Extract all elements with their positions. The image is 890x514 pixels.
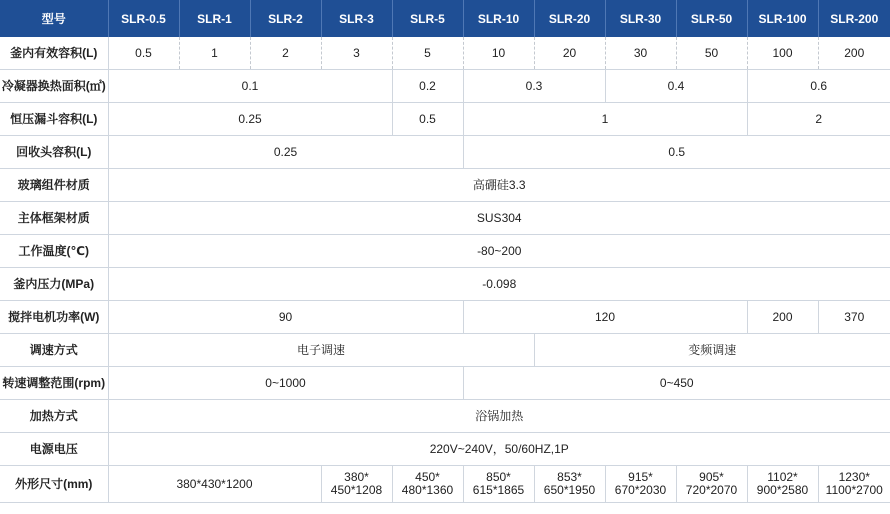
- size-cell: [321, 466, 392, 503]
- row-recovery: [0, 136, 890, 169]
- funnel-cell: 0.25: [108, 103, 392, 136]
- row-label: 工作温度(℃): [0, 235, 108, 268]
- size-line: 670*2030: [614, 483, 667, 497]
- temp-cell: -80~200: [108, 235, 890, 268]
- size-cell: [534, 466, 605, 503]
- volume-cell: 0.5: [108, 37, 179, 70]
- funnel-cell: 0.5: [392, 103, 463, 136]
- row-temp: [0, 235, 890, 268]
- volume-cell: 50: [676, 37, 747, 70]
- row-motor: [0, 301, 890, 334]
- motor-cell: 200: [747, 301, 818, 334]
- row-label: 搅拌电机功率(W): [0, 301, 108, 334]
- size-line: 650*1950: [543, 483, 596, 497]
- condenser-cell: 0.2: [392, 70, 463, 103]
- row-label: 恒压漏斗容积(L): [0, 103, 108, 136]
- pressure-cell: -0.098: [108, 268, 890, 301]
- row-label: 外形尺寸(mm): [0, 466, 108, 503]
- model-header: SLR-30: [605, 0, 676, 37]
- condenser-cell: 0.1: [108, 70, 392, 103]
- model-header: SLR-0.5: [108, 0, 179, 37]
- row-label: 回收头容积(L): [0, 136, 108, 169]
- row-label: 釜内压力(MPa): [0, 268, 108, 301]
- recovery-cell: 0.25: [108, 136, 463, 169]
- speed-mode-cell: 变频调速: [534, 334, 890, 367]
- row-heating: [0, 400, 890, 433]
- heating-cell: 浴锅加热: [108, 400, 890, 433]
- model-header: SLR-2: [250, 0, 321, 37]
- row-label: 主体框架材质: [0, 202, 108, 235]
- model-header: SLR-200: [818, 0, 890, 37]
- volume-cell: 30: [605, 37, 676, 70]
- funnel-cell: 1: [463, 103, 747, 136]
- row-volume: [0, 37, 890, 70]
- size-line: 900*2580: [756, 483, 809, 497]
- row-label: 加热方式: [0, 400, 108, 433]
- model-header: SLR-1: [179, 0, 250, 37]
- glass-cell: 高硼硅3.3: [108, 169, 890, 202]
- row-condenser: [0, 70, 890, 103]
- motor-cell: 120: [463, 301, 747, 334]
- volume-cell: 5: [392, 37, 463, 70]
- model-header: SLR-50: [676, 0, 747, 37]
- size-cell: [392, 466, 463, 503]
- volume-cell: 10: [463, 37, 534, 70]
- motor-cell: 370: [818, 301, 890, 334]
- volume-cell: 2: [250, 37, 321, 70]
- size-cell: [676, 466, 747, 503]
- header-label: 型号: [0, 0, 108, 37]
- row-label: 转速调整范围(rpm): [0, 367, 108, 400]
- size-cell: 380*430*1200: [108, 466, 321, 503]
- row-pressure: [0, 268, 890, 301]
- row-label: 釜内有效容积(L): [0, 37, 108, 70]
- power-cell: 220V~240V，50/60HZ,1P: [108, 433, 890, 466]
- model-header: SLR-10: [463, 0, 534, 37]
- model-header: SLR-20: [534, 0, 605, 37]
- volume-cell: 3: [321, 37, 392, 70]
- size-cell: [747, 466, 818, 503]
- row-size: [0, 466, 890, 503]
- speed-range-cell: 0~1000: [108, 367, 463, 400]
- model-header: SLR-5: [392, 0, 463, 37]
- row-speed-mode: [0, 334, 890, 367]
- row-speed-range: [0, 367, 890, 400]
- size-line: 915*: [628, 470, 653, 484]
- row-frame: [0, 202, 890, 235]
- volume-cell: 100: [747, 37, 818, 70]
- size-line: 905*: [699, 470, 724, 484]
- row-funnel: [0, 103, 890, 136]
- header-row: [0, 0, 890, 37]
- model-header: SLR-100: [747, 0, 818, 37]
- row-label: 电源电压: [0, 433, 108, 466]
- size-line: 480*1360: [401, 483, 454, 497]
- row-power: [0, 433, 890, 466]
- size-line: 853*: [557, 470, 582, 484]
- volume-cell: 200: [818, 37, 890, 70]
- funnel-cell: 2: [747, 103, 890, 136]
- condenser-cell: 0.3: [463, 70, 605, 103]
- volume-cell: 20: [534, 37, 605, 70]
- size-line: 450*: [415, 470, 440, 484]
- size-cell: [818, 466, 890, 503]
- recovery-cell: 0.5: [463, 136, 890, 169]
- row-label: 冷凝器换热面积(㎡): [0, 70, 108, 103]
- motor-cell: 90: [108, 301, 463, 334]
- speed-range-cell: 0~450: [463, 367, 890, 400]
- speed-mode-cell: 电子调速: [108, 334, 534, 367]
- condenser-cell: 0.4: [605, 70, 747, 103]
- condenser-cell: 0.6: [747, 70, 890, 103]
- size-cell: [463, 466, 534, 503]
- model-header: SLR-3: [321, 0, 392, 37]
- size-line: 720*2070: [685, 483, 738, 497]
- size-line: 1102*: [767, 470, 798, 484]
- size-line: 615*1865: [472, 483, 525, 497]
- size-line: 850*: [486, 470, 511, 484]
- size-line: 450*1208: [330, 483, 383, 497]
- size-cell: [605, 466, 676, 503]
- row-label: 调速方式: [0, 334, 108, 367]
- row-glass: [0, 169, 890, 202]
- size-line: 1100*2700: [825, 483, 883, 497]
- frame-cell: SUS304: [108, 202, 890, 235]
- size-line: 1230*: [838, 470, 870, 484]
- row-label: 玻璃组件材质: [0, 169, 108, 202]
- size-line: 380*: [344, 470, 369, 484]
- volume-cell: 1: [179, 37, 250, 70]
